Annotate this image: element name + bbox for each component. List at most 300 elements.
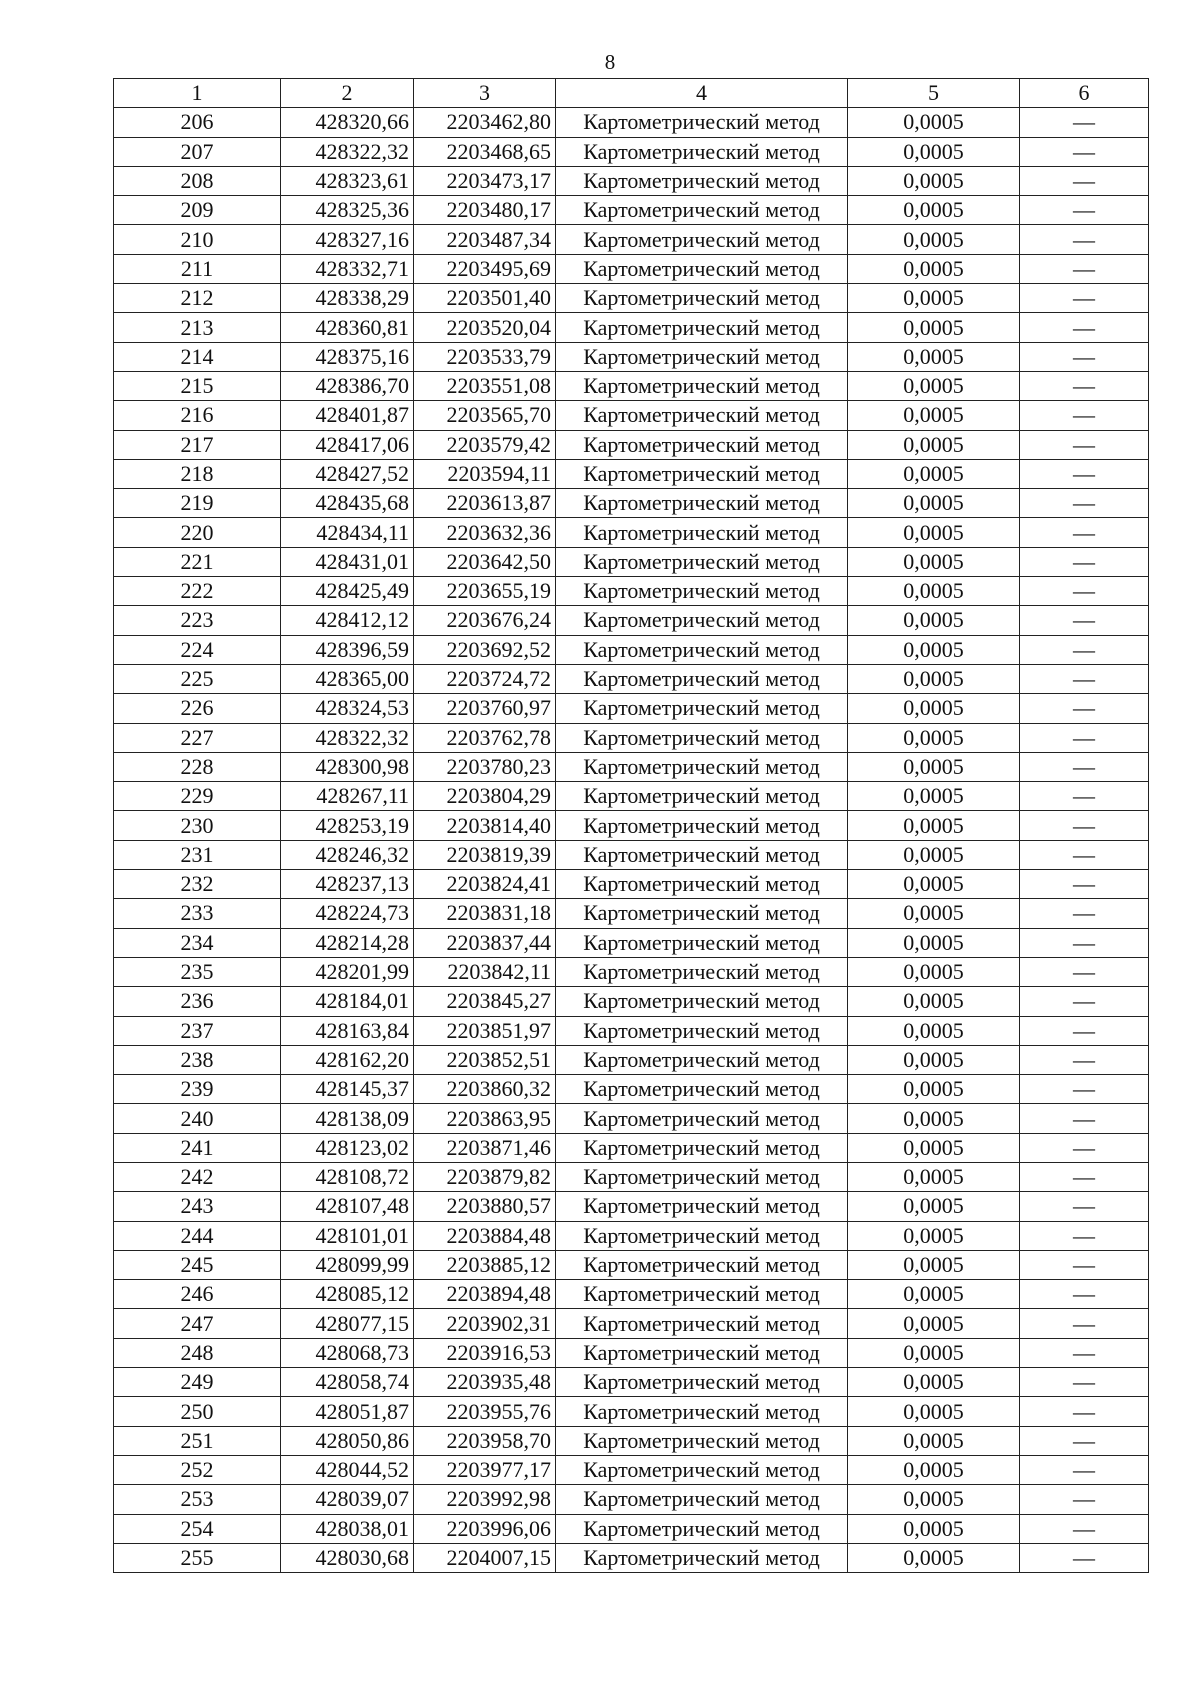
accuracy-cell: 0,0005 [848,1045,1020,1074]
point-number-cell: 224 [114,635,281,664]
y-coordinate-cell: 2203480,17 [414,196,556,225]
column-header: 2 [281,79,414,108]
table-row [114,1016,1149,1045]
table-row [114,401,1149,430]
table-row [114,957,1149,986]
note-cell: — [1020,1250,1149,1279]
y-coordinate-cell: 2203916,53 [414,1338,556,1367]
y-coordinate-cell: 2203852,51 [414,1045,556,1074]
method-cell: Картометрический метод [556,1016,848,1045]
accuracy-cell: 0,0005 [848,284,1020,313]
note-cell: — [1020,1133,1149,1162]
point-number-cell: 223 [114,606,281,635]
note-cell: — [1020,694,1149,723]
y-coordinate-cell: 2203955,76 [414,1397,556,1426]
accuracy-cell: 0,0005 [848,606,1020,635]
y-coordinate-cell: 2203533,79 [414,342,556,371]
note-cell: — [1020,196,1149,225]
y-coordinate-cell: 2203884,48 [414,1221,556,1250]
method-cell: Картометрический метод [556,1397,848,1426]
point-number-cell: 217 [114,430,281,459]
y-coordinate-cell: 2203958,70 [414,1426,556,1455]
method-cell: Картометрический метод [556,928,848,957]
note-cell: — [1020,313,1149,342]
method-cell: Картометрический метод [556,313,848,342]
method-cell: Картометрический метод [556,1133,848,1162]
x-coordinate-cell: 428184,01 [281,987,414,1016]
table-body [114,108,1149,1573]
y-coordinate-cell: 2203487,34 [414,225,556,254]
accuracy-cell: 0,0005 [848,1016,1020,1045]
y-coordinate-cell: 2203468,65 [414,137,556,166]
x-coordinate-cell: 428237,13 [281,870,414,899]
y-coordinate-cell: 2203692,52 [414,635,556,664]
table-row [114,1309,1149,1338]
point-number-cell: 210 [114,225,281,254]
x-coordinate-cell: 428360,81 [281,313,414,342]
table-row [114,811,1149,840]
table-row [114,840,1149,869]
accuracy-cell: 0,0005 [848,1368,1020,1397]
point-number-cell: 255 [114,1543,281,1572]
column-header: 6 [1020,79,1149,108]
point-number-cell: 207 [114,137,281,166]
note-cell: — [1020,1485,1149,1514]
point-number-cell: 219 [114,489,281,518]
table-row [114,635,1149,664]
x-coordinate-cell: 428435,68 [281,489,414,518]
accuracy-cell: 0,0005 [848,664,1020,693]
point-number-cell: 250 [114,1397,281,1426]
y-coordinate-cell: 2203762,78 [414,723,556,752]
point-number-cell: 238 [114,1045,281,1074]
accuracy-cell: 0,0005 [848,1397,1020,1426]
table-row [114,108,1149,137]
point-number-cell: 245 [114,1250,281,1279]
x-coordinate-cell: 428427,52 [281,459,414,488]
note-cell: — [1020,1455,1149,1484]
method-cell: Картометрический метод [556,694,848,723]
table-row [114,1192,1149,1221]
accuracy-cell: 0,0005 [848,1250,1020,1279]
table-row [114,284,1149,313]
note-cell: — [1020,1045,1149,1074]
note-cell: — [1020,430,1149,459]
y-coordinate-cell: 2203992,98 [414,1485,556,1514]
x-coordinate-cell: 428322,32 [281,137,414,166]
point-number-cell: 232 [114,870,281,899]
y-coordinate-cell: 2203579,42 [414,430,556,459]
table-row [114,1221,1149,1250]
point-number-cell: 233 [114,899,281,928]
y-coordinate-cell: 2203851,97 [414,1016,556,1045]
accuracy-cell: 0,0005 [848,196,1020,225]
table-row [114,1104,1149,1133]
note-cell: — [1020,225,1149,254]
table-row [114,782,1149,811]
table-row [114,1162,1149,1191]
point-number-cell: 247 [114,1309,281,1338]
accuracy-cell: 0,0005 [848,254,1020,283]
table-row [114,1485,1149,1514]
note-cell: — [1020,1221,1149,1250]
point-number-cell: 228 [114,752,281,781]
y-coordinate-cell: 2203613,87 [414,489,556,518]
note-cell: — [1020,1368,1149,1397]
accuracy-cell: 0,0005 [848,635,1020,664]
y-coordinate-cell: 2203824,41 [414,870,556,899]
table-row [114,196,1149,225]
note-cell: — [1020,840,1149,869]
y-coordinate-cell: 2203871,46 [414,1133,556,1162]
method-cell: Картометрический метод [556,723,848,752]
method-cell: Картометрический метод [556,811,848,840]
x-coordinate-cell: 428123,02 [281,1133,414,1162]
note-cell: — [1020,1104,1149,1133]
table-row [114,137,1149,166]
point-number-cell: 246 [114,1280,281,1309]
coordinates-table [113,78,1149,1573]
x-coordinate-cell: 428338,29 [281,284,414,313]
y-coordinate-cell: 2203501,40 [414,284,556,313]
accuracy-cell: 0,0005 [848,899,1020,928]
y-coordinate-cell: 2203462,80 [414,108,556,137]
y-coordinate-cell: 2203894,48 [414,1280,556,1309]
table-row [114,1338,1149,1367]
note-cell: — [1020,1397,1149,1426]
y-coordinate-cell: 2203632,36 [414,518,556,547]
x-coordinate-cell: 428030,68 [281,1543,414,1572]
y-coordinate-cell: 2203495,69 [414,254,556,283]
note-cell: — [1020,899,1149,928]
point-number-cell: 216 [114,401,281,430]
point-number-cell: 243 [114,1192,281,1221]
table-row [114,1426,1149,1455]
x-coordinate-cell: 428145,37 [281,1075,414,1104]
note-cell: — [1020,606,1149,635]
column-header: 4 [556,79,848,108]
table-row [114,1455,1149,1484]
table-row [114,1133,1149,1162]
column-header: 3 [414,79,556,108]
note-cell: — [1020,1162,1149,1191]
point-number-cell: 230 [114,811,281,840]
point-number-cell: 251 [114,1426,281,1455]
accuracy-cell: 0,0005 [848,1104,1020,1133]
table-row [114,870,1149,899]
table-row [114,342,1149,371]
x-coordinate-cell: 428224,73 [281,899,414,928]
y-coordinate-cell: 2203520,04 [414,313,556,342]
y-coordinate-cell: 2203863,95 [414,1104,556,1133]
note-cell: — [1020,723,1149,752]
method-cell: Картометрический метод [556,430,848,459]
x-coordinate-cell: 428417,06 [281,430,414,459]
table-row [114,1045,1149,1074]
method-cell: Картометрический метод [556,1426,848,1455]
accuracy-cell: 0,0005 [848,313,1020,342]
method-cell: Картометрический метод [556,254,848,283]
note-cell: — [1020,957,1149,986]
note-cell: — [1020,489,1149,518]
accuracy-cell: 0,0005 [848,752,1020,781]
method-cell: Картометрический метод [556,1368,848,1397]
accuracy-cell: 0,0005 [848,371,1020,400]
y-coordinate-cell: 2203642,50 [414,547,556,576]
accuracy-cell: 0,0005 [848,518,1020,547]
method-cell: Картометрический метод [556,752,848,781]
accuracy-cell: 0,0005 [848,811,1020,840]
note-cell: — [1020,284,1149,313]
accuracy-cell: 0,0005 [848,342,1020,371]
point-number-cell: 242 [114,1162,281,1191]
table-row [114,313,1149,342]
point-number-cell: 253 [114,1485,281,1514]
note-cell: — [1020,1016,1149,1045]
accuracy-cell: 0,0005 [848,1162,1020,1191]
page-number: 8 [604,50,616,74]
note-cell: — [1020,1426,1149,1455]
table-row [114,225,1149,254]
table-row [114,752,1149,781]
x-coordinate-cell: 428401,87 [281,401,414,430]
point-number-cell: 211 [114,254,281,283]
method-cell: Картометрический метод [556,1104,848,1133]
note-cell: — [1020,254,1149,283]
point-number-cell: 227 [114,723,281,752]
note-cell: — [1020,1514,1149,1543]
accuracy-cell: 0,0005 [848,1514,1020,1543]
method-cell: Картометрический метод [556,899,848,928]
accuracy-cell: 0,0005 [848,723,1020,752]
y-coordinate-cell: 2203594,11 [414,459,556,488]
y-coordinate-cell: 2203655,19 [414,577,556,606]
point-number-cell: 215 [114,371,281,400]
table-row [114,489,1149,518]
y-coordinate-cell: 2203977,17 [414,1455,556,1484]
method-cell: Картометрический метод [556,137,848,166]
table-row [114,1368,1149,1397]
method-cell: Картометрический метод [556,782,848,811]
x-coordinate-cell: 428099,99 [281,1250,414,1279]
table-row [114,547,1149,576]
method-cell: Картометрический метод [556,371,848,400]
accuracy-cell: 0,0005 [848,1075,1020,1104]
method-cell: Картометрический метод [556,108,848,137]
accuracy-cell: 0,0005 [848,489,1020,518]
accuracy-cell: 0,0005 [848,225,1020,254]
note-cell: — [1020,782,1149,811]
y-coordinate-cell: 2203819,39 [414,840,556,869]
note-cell: — [1020,371,1149,400]
method-cell: Картометрический метод [556,664,848,693]
x-coordinate-cell: 428365,00 [281,664,414,693]
table-row [114,459,1149,488]
point-number-cell: 252 [114,1455,281,1484]
note-cell: — [1020,752,1149,781]
note-cell: — [1020,577,1149,606]
accuracy-cell: 0,0005 [848,1455,1020,1484]
x-coordinate-cell: 428327,16 [281,225,414,254]
method-cell: Картометрический метод [556,1162,848,1191]
accuracy-cell: 0,0005 [848,1309,1020,1338]
table-row [114,1280,1149,1309]
table-row [114,577,1149,606]
note-cell: — [1020,1309,1149,1338]
table-row [114,1514,1149,1543]
note-cell: — [1020,664,1149,693]
table-row [114,1075,1149,1104]
y-coordinate-cell: 2203860,32 [414,1075,556,1104]
point-number-cell: 212 [114,284,281,313]
method-cell: Картометрический метод [556,1192,848,1221]
method-cell: Картометрический метод [556,225,848,254]
accuracy-cell: 0,0005 [848,987,1020,1016]
point-number-cell: 229 [114,782,281,811]
method-cell: Картометрический метод [556,1514,848,1543]
method-cell: Картометрический метод [556,547,848,576]
y-coordinate-cell: 2203879,82 [414,1162,556,1191]
method-cell: Картометрический метод [556,1543,848,1572]
point-number-cell: 235 [114,957,281,986]
x-coordinate-cell: 428058,74 [281,1368,414,1397]
x-coordinate-cell: 428425,49 [281,577,414,606]
accuracy-cell: 0,0005 [848,108,1020,137]
note-cell: — [1020,811,1149,840]
method-cell: Картометрический метод [556,1485,848,1514]
method-cell: Картометрический метод [556,489,848,518]
y-coordinate-cell: 2203676,24 [414,606,556,635]
accuracy-cell: 0,0005 [848,1280,1020,1309]
table-row [114,371,1149,400]
table-row [114,1250,1149,1279]
x-coordinate-cell: 428201,99 [281,957,414,986]
y-coordinate-cell: 2203996,06 [414,1514,556,1543]
accuracy-cell: 0,0005 [848,1543,1020,1572]
table-header-row [114,79,1149,108]
note-cell: — [1020,108,1149,137]
note-cell: — [1020,459,1149,488]
method-cell: Картометрический метод [556,1455,848,1484]
method-cell: Картометрический метод [556,1309,848,1338]
x-coordinate-cell: 428323,61 [281,166,414,195]
x-coordinate-cell: 428253,19 [281,811,414,840]
x-coordinate-cell: 428267,11 [281,782,414,811]
method-cell: Картометрический метод [556,1338,848,1367]
point-number-cell: 225 [114,664,281,693]
note-cell: — [1020,342,1149,371]
x-coordinate-cell: 428322,32 [281,723,414,752]
method-cell: Картометрический метод [556,987,848,1016]
point-number-cell: 234 [114,928,281,957]
column-header: 5 [848,79,1020,108]
point-number-cell: 222 [114,577,281,606]
note-cell: — [1020,870,1149,899]
y-coordinate-cell: 2203814,40 [414,811,556,840]
method-cell: Картометрический метод [556,196,848,225]
point-number-cell: 241 [114,1133,281,1162]
x-coordinate-cell: 428163,84 [281,1016,414,1045]
method-cell: Картометрический метод [556,166,848,195]
table-row [114,664,1149,693]
accuracy-cell: 0,0005 [848,928,1020,957]
method-cell: Картометрический метод [556,1221,848,1250]
note-cell: — [1020,635,1149,664]
point-number-cell: 226 [114,694,281,723]
method-cell: Картометрический метод [556,840,848,869]
accuracy-cell: 0,0005 [848,1426,1020,1455]
x-coordinate-cell: 428396,59 [281,635,414,664]
note-cell: — [1020,518,1149,547]
method-cell: Картометрический метод [556,1075,848,1104]
note-cell: — [1020,401,1149,430]
point-number-cell: 231 [114,840,281,869]
y-coordinate-cell: 2204007,15 [414,1543,556,1572]
method-cell: Картометрический метод [556,635,848,664]
point-number-cell: 220 [114,518,281,547]
note-cell: — [1020,1192,1149,1221]
table-row [114,1543,1149,1572]
method-cell: Картометрический метод [556,401,848,430]
y-coordinate-cell: 2203804,29 [414,782,556,811]
y-coordinate-cell: 2203831,18 [414,899,556,928]
note-cell: — [1020,137,1149,166]
x-coordinate-cell: 428138,09 [281,1104,414,1133]
table-row [114,430,1149,459]
x-coordinate-cell: 428434,11 [281,518,414,547]
accuracy-cell: 0,0005 [848,840,1020,869]
accuracy-cell: 0,0005 [848,870,1020,899]
table-row [114,518,1149,547]
point-number-cell: 214 [114,342,281,371]
column-header: 1 [114,79,281,108]
accuracy-cell: 0,0005 [848,430,1020,459]
accuracy-cell: 0,0005 [848,459,1020,488]
x-coordinate-cell: 428412,12 [281,606,414,635]
accuracy-cell: 0,0005 [848,401,1020,430]
point-number-cell: 218 [114,459,281,488]
y-coordinate-cell: 2203935,48 [414,1368,556,1397]
table-row [114,166,1149,195]
table-row [114,987,1149,1016]
note-cell: — [1020,1543,1149,1572]
table-row [114,1397,1149,1426]
point-number-cell: 239 [114,1075,281,1104]
point-number-cell: 206 [114,108,281,137]
accuracy-cell: 0,0005 [848,137,1020,166]
method-cell: Картометрический метод [556,459,848,488]
y-coordinate-cell: 2203760,97 [414,694,556,723]
note-cell: — [1020,928,1149,957]
accuracy-cell: 0,0005 [848,166,1020,195]
accuracy-cell: 0,0005 [848,547,1020,576]
x-coordinate-cell: 428051,87 [281,1397,414,1426]
x-coordinate-cell: 428039,07 [281,1485,414,1514]
method-cell: Картометрический метод [556,1280,848,1309]
table-row [114,254,1149,283]
x-coordinate-cell: 428320,66 [281,108,414,137]
point-number-cell: 248 [114,1338,281,1367]
accuracy-cell: 0,0005 [848,1338,1020,1367]
x-coordinate-cell: 428246,32 [281,840,414,869]
y-coordinate-cell: 2203473,17 [414,166,556,195]
table-row [114,928,1149,957]
accuracy-cell: 0,0005 [848,957,1020,986]
note-cell: — [1020,547,1149,576]
x-coordinate-cell: 428085,12 [281,1280,414,1309]
method-cell: Картометрический метод [556,606,848,635]
note-cell: — [1020,987,1149,1016]
